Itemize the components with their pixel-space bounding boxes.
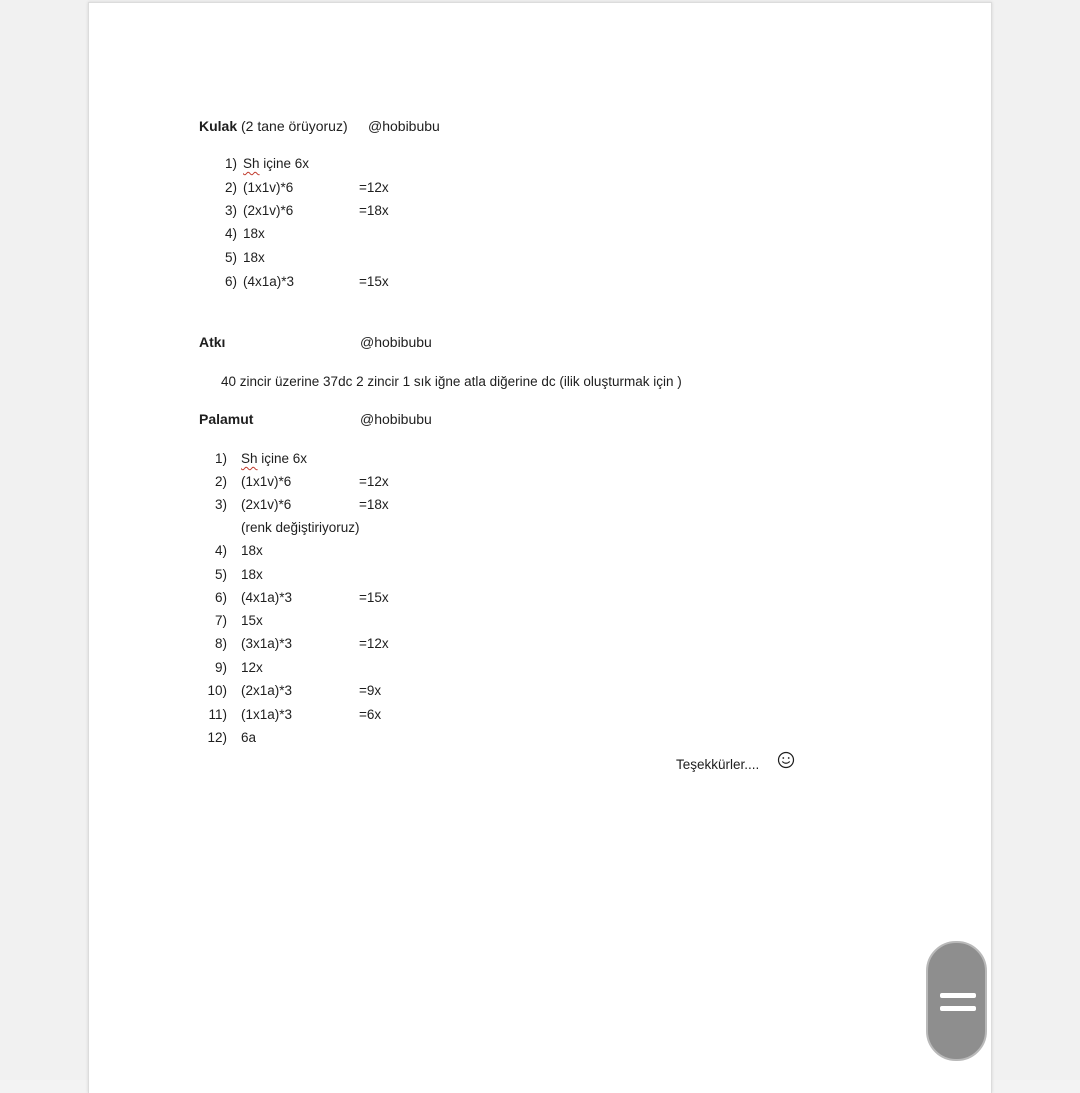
step-text: 6a — [241, 730, 257, 745]
step-text: (3x1a)*3 — [241, 636, 293, 651]
step-result: =18x — [359, 203, 389, 218]
kulak-heading — [199, 117, 348, 135]
step-text: (2x1v)*6 — [243, 203, 294, 218]
kulak-handle: @hobibubu — [368, 118, 440, 134]
palamut-title: Palamut — [199, 411, 254, 427]
step-number: 11) — [208, 707, 227, 722]
step-text: 18x — [243, 250, 265, 265]
step-text: (1x1a)*3 — [241, 707, 293, 722]
step-number: 7) — [214, 613, 227, 628]
kulak-title: Kulak — [199, 118, 238, 134]
atki-handle: @hobibubu — [360, 334, 432, 350]
step-number: 6) — [214, 590, 227, 605]
step-number: 2) — [224, 180, 237, 195]
step-text: 18x — [241, 543, 263, 558]
spelling-flag: Sh — [243, 156, 260, 171]
step-number: 10) — [207, 683, 227, 698]
atki-title: Atkı — [199, 334, 226, 350]
step-number: 5) — [214, 567, 227, 582]
step-text-rest: içine 6x — [259, 156, 310, 171]
step-number: 9) — [214, 660, 227, 675]
step-text: 18x — [241, 567, 263, 582]
step-number: 3) — [224, 203, 237, 218]
step-note: (renk değiştiriyoruz) — [241, 520, 360, 535]
document-page — [88, 2, 992, 1093]
step-text: 12x — [241, 660, 263, 675]
atki-text: 40 zincir üzerine 37dc 2 zincir 1 sık iğne atla diğerine dc (ilik oluşturmak için ) — [221, 374, 682, 389]
step-number: 4) — [224, 226, 237, 241]
drag-handle-icon-line-top — [940, 993, 976, 998]
step-number: 5) — [224, 250, 237, 265]
step-result: =18x — [359, 497, 389, 512]
smiley-icon — [777, 751, 795, 769]
step-text — [243, 154, 309, 174]
step-text: (1x1v)*6 — [243, 180, 294, 195]
step-result: =12x — [359, 636, 389, 651]
thanks-text: Teşekkürler.... — [676, 757, 760, 772]
step-number: 12) — [207, 730, 227, 745]
step-result: =15x — [359, 590, 389, 605]
step-text: (1x1v)*6 — [241, 474, 292, 489]
spelling-flag: Sh — [241, 451, 258, 466]
step-text: 15x — [241, 613, 263, 628]
step-result: =12x — [359, 180, 389, 195]
step-number: 6) — [224, 274, 237, 289]
step-text: (4x1a)*3 — [243, 274, 295, 289]
step-number: 8) — [214, 636, 227, 651]
drag-handle-button[interactable] — [926, 941, 987, 1061]
step-result: =6x — [359, 707, 382, 722]
kulak-subtitle: (2 tane örüyoruz) — [241, 118, 348, 134]
step-result: =15x — [359, 274, 389, 289]
step-text: (2x1v)*6 — [241, 497, 292, 512]
step-result: =9x — [359, 683, 382, 698]
step-text: 18x — [243, 226, 265, 241]
step-number: 1) — [224, 156, 237, 171]
step-result: =12x — [359, 474, 389, 489]
drag-handle-icon-line-bottom — [940, 1006, 976, 1011]
step-number: 2) — [214, 474, 227, 489]
palamut-handle: @hobibubu — [360, 411, 432, 427]
step-number: 1) — [214, 451, 227, 466]
step-text: (4x1a)*3 — [241, 590, 293, 605]
step-text-rest: içine 6x — [257, 451, 308, 466]
step-text — [241, 449, 307, 469]
step-number: 3) — [214, 497, 227, 512]
step-number: 4) — [214, 543, 227, 558]
step-text: (2x1a)*3 — [241, 683, 293, 698]
